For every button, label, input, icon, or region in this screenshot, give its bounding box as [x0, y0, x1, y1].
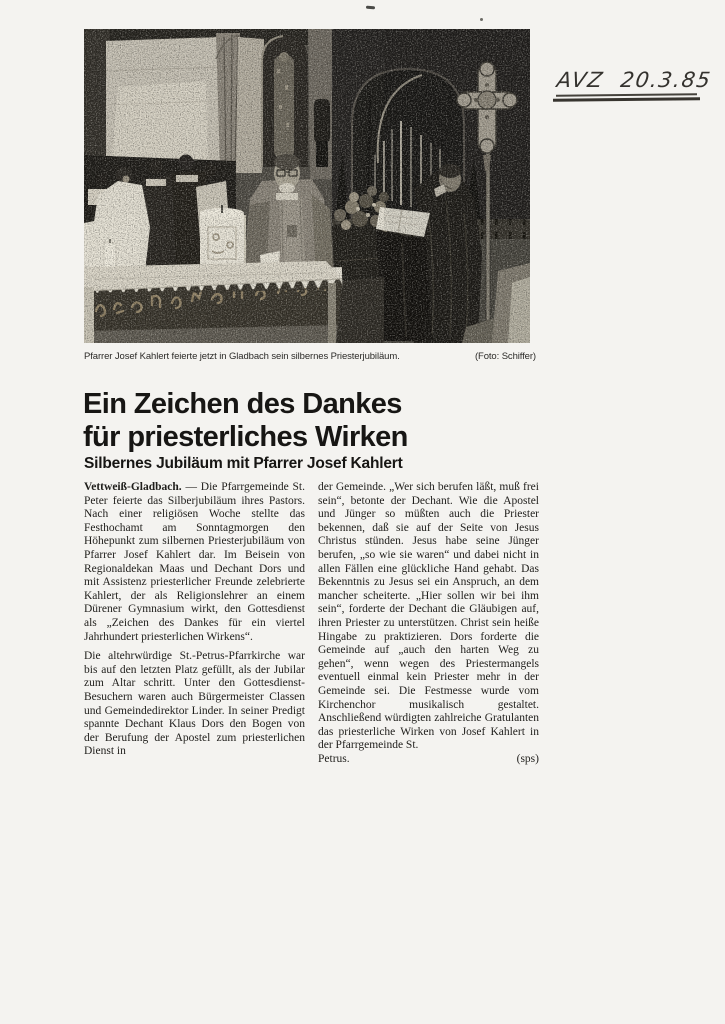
article-column-right	[318, 481, 539, 766]
article-body	[84, 481, 539, 766]
church-photo-illustration	[84, 29, 530, 343]
photo-grain-light	[84, 29, 530, 343]
dateline: Vettweiß-Gladbach.	[84, 481, 182, 493]
last-word: Petrus.	[318, 752, 350, 765]
headline-line-2: für priesterliches Wirken	[83, 421, 408, 453]
article-last-line	[318, 753, 539, 767]
article-column-left	[84, 481, 305, 766]
stamp-underline	[556, 93, 697, 96]
headline	[83, 388, 553, 454]
subhead: Silbernes Jubiläum mit Pfarrer Josef Kahlert	[84, 455, 403, 472]
date-stamp: AVZ 20.3.85	[555, 68, 714, 92]
photo-credit: (Foto: Schiffer)	[474, 351, 536, 362]
paragraph-1: Vettweiß-Gladbach. — Die Pfarrgemeinde St. Peter feierte das Silberjubiläum ihres Pastors. Nach einer religiösen Woche stellte das Festhochamt am Sonntagmorgen den Höhepunkt zum silbernen Priesterjubiläum von Pfarrer Josef Kahlert dar. Im Beisein von Regionaldekan Maas und Dechant Dors und mit Assistenz priesterlicher Freunde zelebrierte Kahlert, der als Religionslehrer an einem Dürener Gymnasium wirkt, den Gottesdienst als „Zeichen des Dankes für ein viertel Jahrhundert priesterlichen Wirkens“.	[84, 481, 305, 643]
church-photo	[84, 29, 530, 343]
photo-caption: Pfarrer Josef Kahlert feierte jetzt in Gladbach sein silbernes Priesterjubiläum.	[84, 351, 400, 362]
headline-line-1: Ein Zeichen des Dankes	[83, 388, 402, 420]
byline: (sps)	[516, 752, 539, 765]
stamp-underline	[553, 97, 700, 101]
photo-caption-row	[84, 350, 536, 363]
paragraph-2: Die altehrwürdige St.-Petrus-Pfarrkirche war bis auf den letzten Platz gefüllt, als der Jubilar zum Altar schritt. Unter den Gottesdienst-Besuchern waren auch Bürgermeister Classen und Gemeindedirektor Linder. In seiner Predigt spannte Dechant Klaus Dors den Bogen von der Berufung der Apostel zum priesterlichen Dienst in	[84, 650, 305, 758]
paragraph-3: der Gemeinde. „Wer sich berufen läßt, muß frei sein“, betonte der Dechant. Wie die Apostel und Jünger so müßten auch die Priester bekennen, daß sie auf der Seite von Jesus Christus stünden. Jesus habe seine Jünger berufen, „so wie sie waren“ und dabei nicht in allen Fällen eine glückliche Hand gehabt. Das Bekenntnis zu Jesus sei ein Anspruch, an dem mancher scheiterte. „Hier sollen wir bei ihm sein“, forderte der Dechant die Gläubigen auf, ihren Priester zu unterstützen. Christ sein heiße Hingabe zu praktizieren. Dors forderte die Gemeinde auf „auch den harten Weg zu gehen“, wenn wegen des Priestermangels eventuell einmal kein Priester mehr in der Gemeinde sei. Die Festmesse wurde vom Kirchenchor musikalisch gestaltet. Anschließend würdigten zahlreiche Gratulanten das priesterliche Wirken von Josef Kahlert in der Pfarrgemeinde St.	[318, 481, 539, 752]
scan-speck	[366, 6, 375, 10]
scan-speck	[480, 18, 483, 21]
